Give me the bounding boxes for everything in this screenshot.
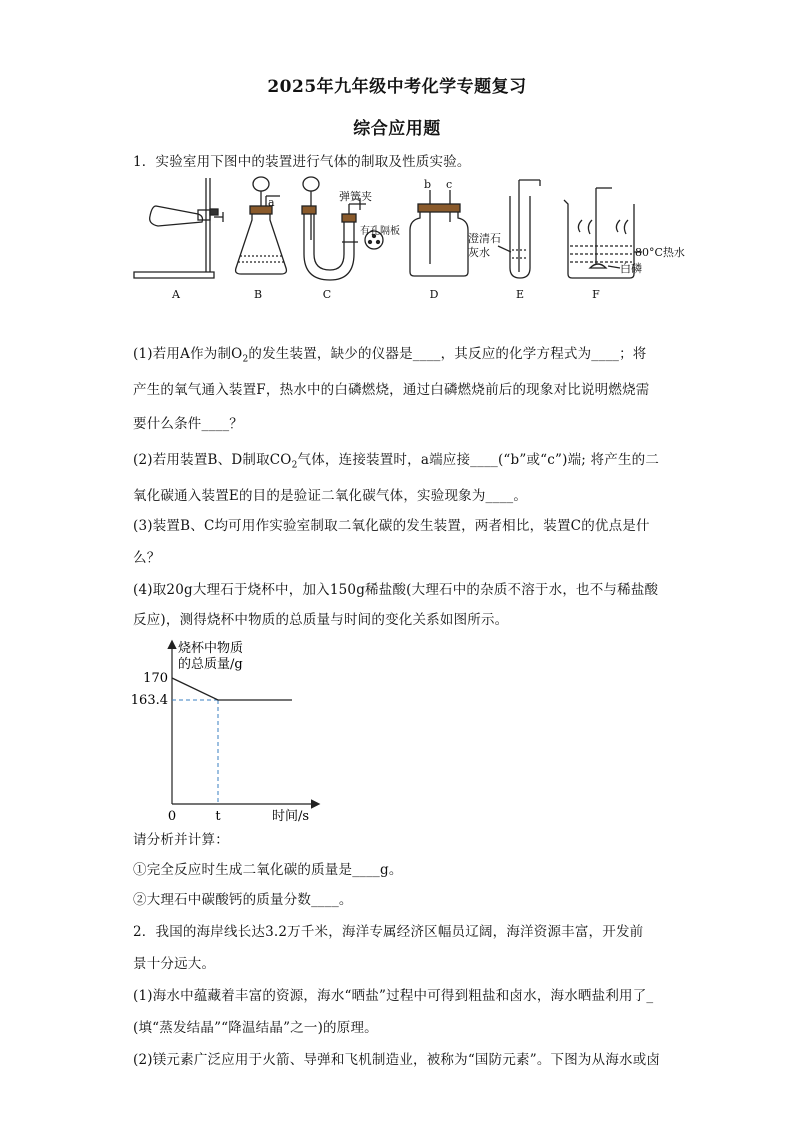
- apparatus-e: [498, 180, 540, 278]
- q1-calc-2: ②大理石中碳酸钙的质量分数____。: [133, 892, 353, 908]
- label-apparatus-b: B: [253, 288, 263, 301]
- q1-part1-line2: 产生的氧气通入装置F，热水中的白磷燃烧，通过白磷燃烧前后的现象对比说明燃烧需: [133, 382, 650, 398]
- q1-stem: 1．实验室用下图中的装置进行气体的制取及性质实验。: [133, 154, 471, 170]
- q2-stem-line1: 2．我国的海岸线长达3.2万千米，海洋专属经济区幅员辽阔，海洋资源丰富，开发前: [133, 924, 644, 940]
- chart-xlabel: 时间/s: [272, 809, 310, 824]
- mass-time-chart: [130, 634, 338, 824]
- chart-origin-label: 0: [167, 809, 177, 824]
- label-porous-plate: 有孔隔板: [360, 226, 400, 237]
- label-limewater-1: 澄清石: [468, 232, 501, 245]
- lab-apparatus-figure: [128, 176, 698, 306]
- q2-part1-line2: (填“蒸发结晶”“降温结晶”之一)的原理。: [133, 1020, 378, 1036]
- q2-part2-line1: (2)镁元素广泛应用于火箭、导弹和飞机制造业，被称为“国防元素”。下图为从海水或卤: [133, 1052, 661, 1068]
- q2-part1-line1: (1)海水中蕴藏着丰富的资源，海水“晒盐”过程中可得到粗盐和卤水，海水晒盐利用了_: [133, 988, 654, 1004]
- label-limewater-2: 灰水: [468, 246, 490, 259]
- label-spring-clip: 弹簧夹: [339, 190, 372, 203]
- label-white-phosphorus: 白磷: [620, 262, 642, 275]
- chart-ytick-163-4: 163.4: [130, 693, 168, 708]
- q1-part1-line1: (1)若用A作为制$O_2$的发生装置，缺少的仪器是____，其反应的化学方程式为____；将: [133, 346, 647, 365]
- apparatus-a: [134, 178, 223, 278]
- page-subtitle: 综合应用题: [353, 119, 441, 139]
- q1-part3-line2: 么？: [133, 550, 161, 566]
- chart-series-line: [172, 678, 292, 700]
- label-apparatus-d: D: [429, 288, 439, 301]
- analyze-prompt: 请分析并计算：: [133, 832, 229, 848]
- label-hot-water: 80°C热水: [635, 246, 685, 259]
- apparatus-d: [410, 190, 468, 276]
- page-title: 2025年九年级中考化学专题复习: [267, 77, 527, 97]
- q1-part4-line2: 反应)，测得烧杯中物质的总质量与时间的变化关系如图所示。: [133, 612, 509, 628]
- chart-ylabel-line1: 烧杯中物质: [178, 641, 244, 656]
- q1-part1-line3: 要什么条件____？: [133, 416, 243, 432]
- chart-t-label: t: [215, 809, 221, 824]
- apparatus-b: [236, 177, 287, 274]
- q1-part3-line1: (3)装置B、C均可用作实验室制取二氧化碳的发生装置，两者相比，装置C的优点是什: [133, 518, 650, 534]
- label-apparatus-e: E: [515, 288, 525, 301]
- q1-part2-line2: 氧化碳通入装置E的目的是验证二氧化碳气体，实验现象为____。: [133, 488, 528, 504]
- label-c-port: c: [446, 178, 453, 191]
- label-b-port: b: [424, 178, 432, 191]
- label-a-port: a: [268, 196, 275, 209]
- q2-stem-line2: 景十分远大。: [133, 956, 216, 972]
- q1-part4-line1: (4)取20g大理石于烧杯中，加入150g稀盐酸(大理石中的杂质不溶于水，也不与稀盐酸: [133, 582, 659, 598]
- q1-part2-line1: (2)若用装置B、D制取$CO_2$气体，连接装置时，a端应接____(“b”或“c”)端; 将产生的二: [133, 452, 660, 471]
- label-apparatus-f: F: [592, 288, 600, 301]
- chart-ytick-170: 170: [143, 671, 168, 686]
- q1-calc-1: ①完全反应时生成二氧化碳的质量是____g。: [133, 862, 403, 878]
- label-apparatus-c: C: [322, 288, 332, 301]
- chart-ylabel-line2: 的总质量/g: [178, 657, 243, 672]
- label-apparatus-a: A: [172, 288, 180, 301]
